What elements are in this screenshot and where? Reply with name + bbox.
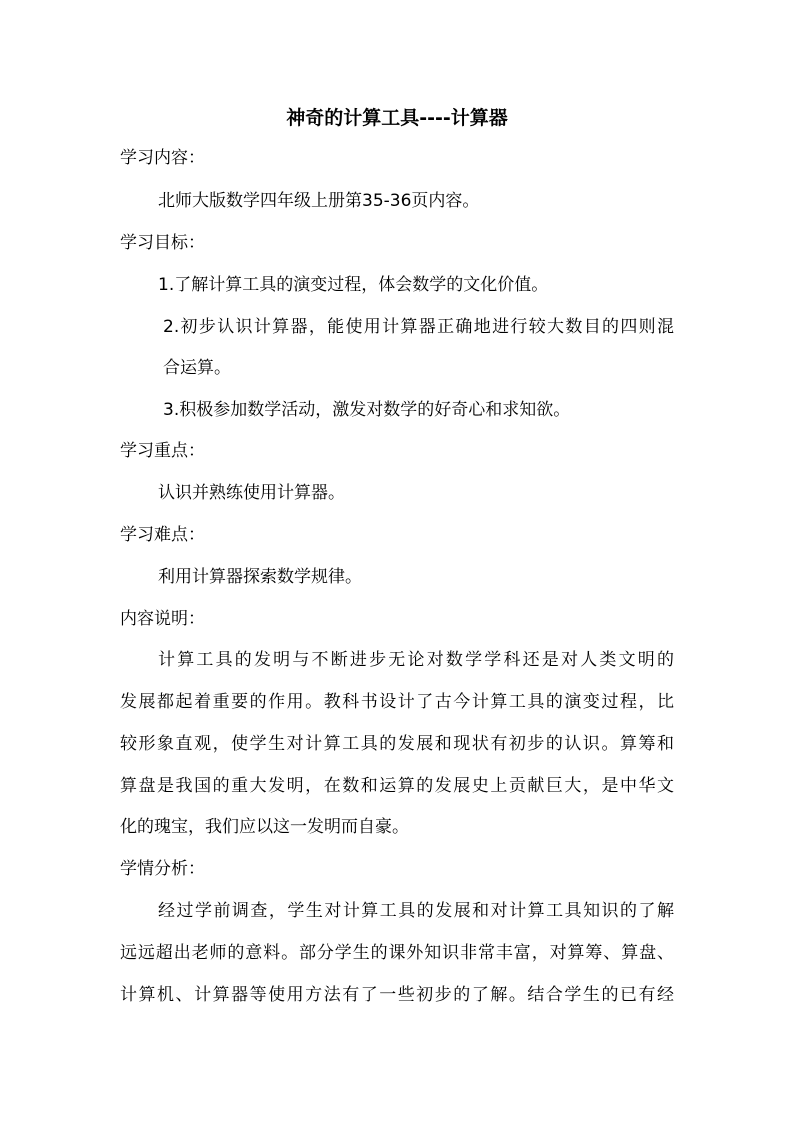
- analysis-line: 经过学前调查，学生对计算工具的发展和对计算工具知识的了解: [158, 901, 674, 921]
- section-heading-difficulties: 学习难点：: [120, 525, 205, 545]
- section-heading-goals: 学习目标：: [120, 233, 205, 253]
- explanation-line: 算盘是我国的重大发明，在数和运算的发展史上贡献巨大，是中华文: [120, 776, 674, 796]
- document-title: 神奇的计算工具----计算器: [286, 107, 508, 129]
- explanation-line: 发展都起着重要的作用。教科书设计了古今计算工具的演变过程，比: [120, 692, 674, 712]
- explanation-line: 较形象直观，使学生对计算工具的发展和现状有初步的认识。算筹和: [120, 734, 674, 754]
- goal-item-1: 1.了解计算工具的演变过程，体会数学的文化价值。: [158, 275, 549, 295]
- key-point-line: 认识并熟练使用计算器。: [158, 483, 345, 503]
- section-heading-key-points: 学习重点：: [120, 441, 205, 461]
- explanation-line: 化的瑰宝，我们应以这一发明而自豪。: [120, 817, 409, 837]
- section-heading-content: 学习内容：: [120, 148, 205, 168]
- difficulty-line: 利用计算器探索数学规律。: [158, 567, 362, 587]
- goal-item-2: 2.初步认识计算器，能使用计算器正确地进行较大数目的四则混: [163, 317, 674, 337]
- goal-item-3: 3.积极参加数学活动，激发对数学的好奇心和求知欲。: [163, 400, 571, 420]
- analysis-line: 远远超出老师的意料。部分学生的课外知识非常丰富，对算筹、算盘、: [120, 943, 674, 963]
- section-heading-analysis: 学情分析：: [120, 859, 205, 879]
- analysis-line: 计算机、计算器等使用方法有了一些初步的了解。结合学生的已有经: [120, 985, 674, 1005]
- explanation-line: 计算工具的发明与不断进步无论对数学学科还是对人类文明的: [158, 650, 674, 670]
- goal-item-2-continued: 合运算。: [163, 358, 231, 378]
- section-heading-explanation: 内容说明：: [120, 609, 205, 629]
- content-line: 北师大版数学四年级上册第35-36页内容。: [158, 191, 480, 211]
